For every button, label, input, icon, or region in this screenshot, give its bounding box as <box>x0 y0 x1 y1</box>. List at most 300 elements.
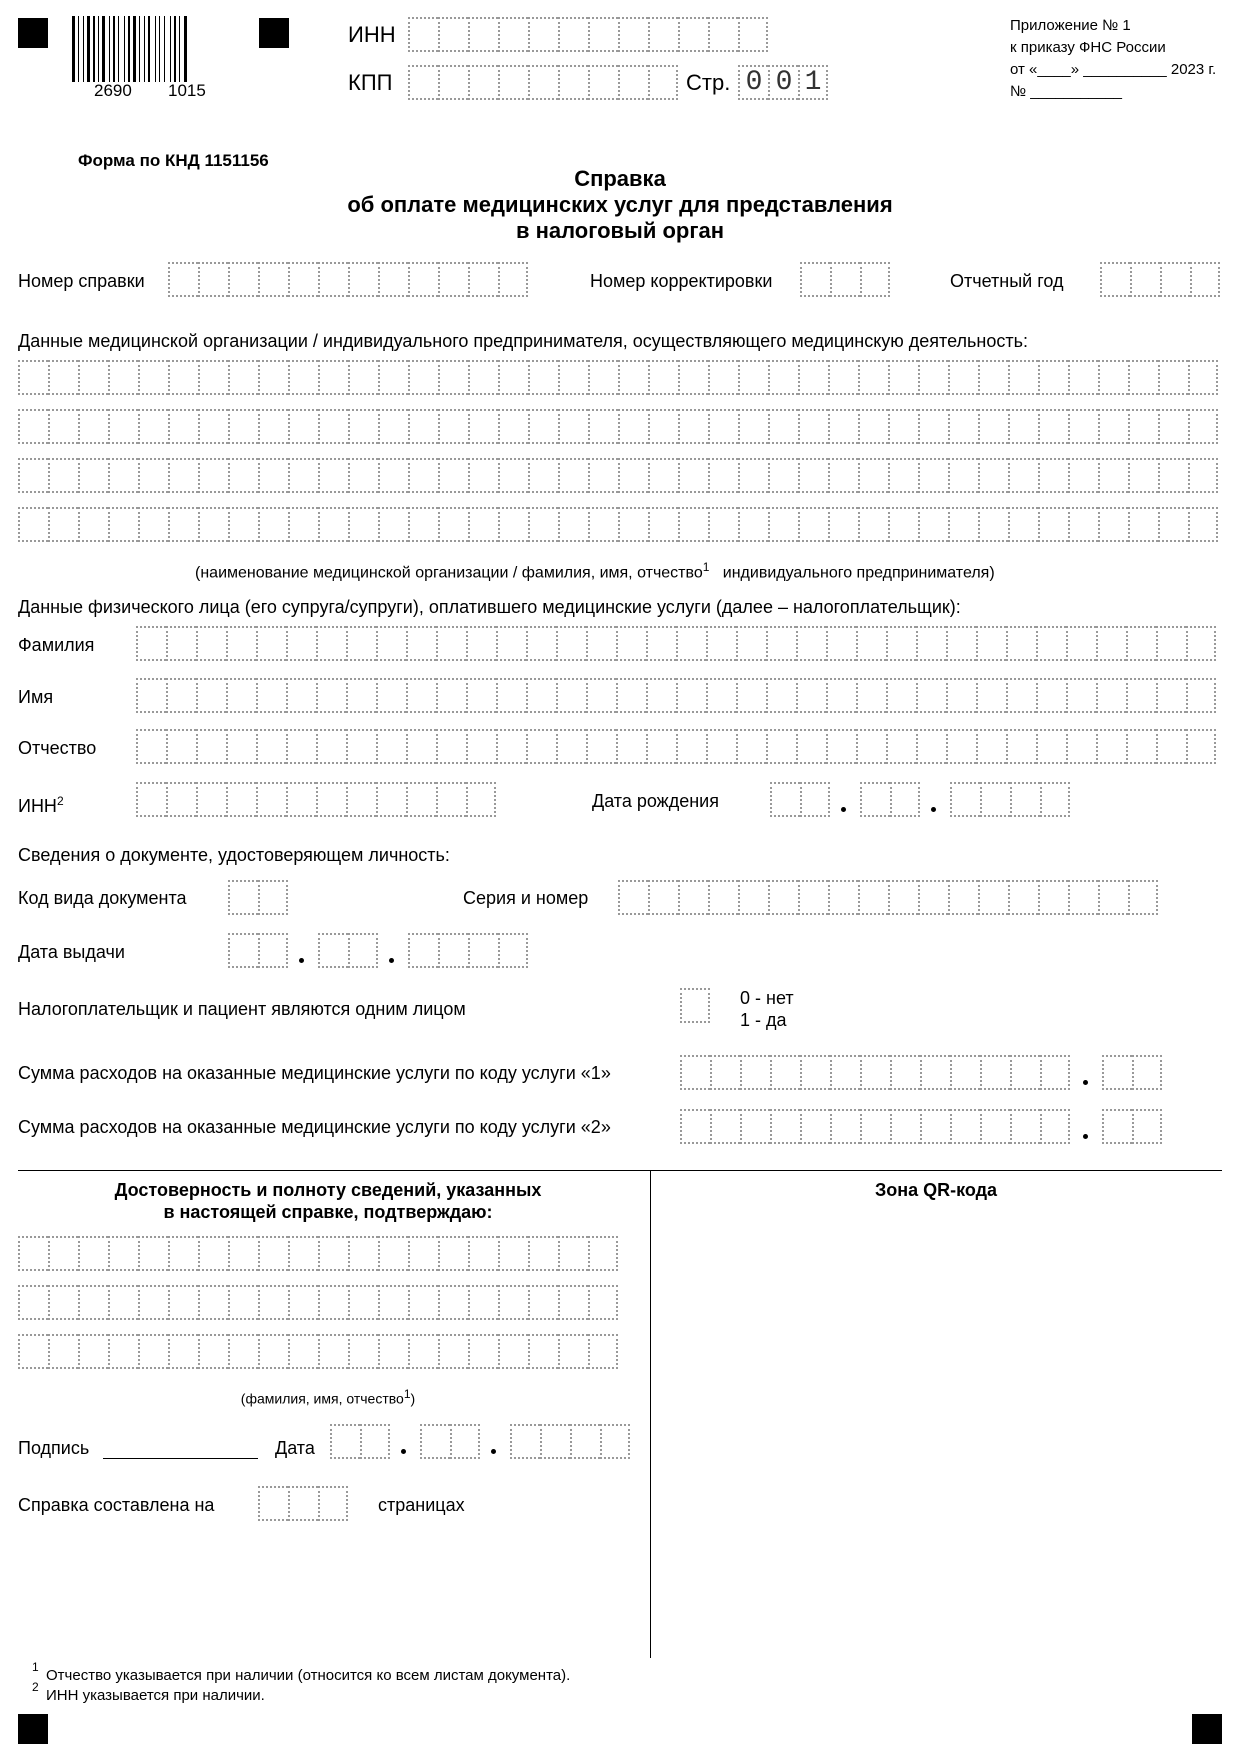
character-cell[interactable] <box>18 1236 48 1271</box>
character-cell[interactable] <box>976 729 1006 764</box>
character-cell[interactable] <box>198 262 228 297</box>
character-cell[interactable] <box>1006 678 1036 713</box>
character-cell[interactable] <box>468 933 498 968</box>
character-cell[interactable] <box>918 360 948 395</box>
character-cell[interactable] <box>138 458 168 493</box>
character-cell[interactable] <box>1008 458 1038 493</box>
character-cell[interactable] <box>408 1334 438 1369</box>
character-cell[interactable] <box>346 782 376 817</box>
character-cell[interactable] <box>496 626 526 661</box>
character-cell[interactable] <box>1158 360 1188 395</box>
character-cell[interactable] <box>256 626 286 661</box>
character-cell[interactable] <box>830 1109 860 1144</box>
character-cell[interactable] <box>736 729 766 764</box>
character-cell[interactable] <box>168 458 198 493</box>
character-cell[interactable] <box>858 507 888 542</box>
character-cell[interactable] <box>798 360 828 395</box>
character-cell[interactable] <box>558 360 588 395</box>
sum-code-2-kopecks[interactable] <box>1102 1109 1162 1144</box>
character-cell[interactable] <box>740 1109 770 1144</box>
character-cell[interactable] <box>528 65 558 100</box>
character-cell[interactable] <box>258 1486 288 1521</box>
character-cell[interactable] <box>618 360 648 395</box>
character-cell[interactable] <box>436 626 466 661</box>
patronymic-cells[interactable] <box>136 729 1216 764</box>
character-cell[interactable] <box>1068 360 1098 395</box>
character-cell[interactable] <box>860 1109 890 1144</box>
character-cell[interactable] <box>228 360 258 395</box>
character-cell[interactable] <box>890 1055 920 1090</box>
character-cell[interactable] <box>978 409 1008 444</box>
character-cell[interactable] <box>108 409 138 444</box>
character-cell[interactable] <box>978 507 1008 542</box>
character-cell[interactable] <box>348 1236 378 1271</box>
character-cell[interactable] <box>916 678 946 713</box>
character-cell[interactable] <box>496 729 526 764</box>
character-cell[interactable] <box>18 458 48 493</box>
character-cell[interactable] <box>676 729 706 764</box>
character-cell[interactable] <box>498 933 528 968</box>
character-cell[interactable] <box>618 17 648 52</box>
character-cell[interactable] <box>78 409 108 444</box>
character-cell[interactable] <box>648 507 678 542</box>
character-cell[interactable] <box>1098 458 1128 493</box>
character-cell[interactable] <box>918 507 948 542</box>
character-cell[interactable] <box>888 880 918 915</box>
character-cell[interactable] <box>558 1334 588 1369</box>
character-cell[interactable] <box>468 262 498 297</box>
character-cell[interactable] <box>138 409 168 444</box>
character-cell[interactable] <box>288 1236 318 1271</box>
character-cell[interactable] <box>1066 729 1096 764</box>
character-cell[interactable] <box>258 262 288 297</box>
character-cell[interactable] <box>48 458 78 493</box>
character-cell[interactable] <box>708 409 738 444</box>
character-cell[interactable] <box>48 1236 78 1271</box>
character-cell[interactable] <box>1008 409 1038 444</box>
character-cell[interactable] <box>468 458 498 493</box>
character-cell[interactable] <box>1156 678 1186 713</box>
character-cell[interactable] <box>798 880 828 915</box>
character-cell[interactable] <box>138 1285 168 1320</box>
character-cell[interactable] <box>768 880 798 915</box>
character-cell[interactable] <box>1068 409 1098 444</box>
character-cell[interactable] <box>436 678 466 713</box>
character-cell[interactable] <box>108 1236 138 1271</box>
character-cell[interactable] <box>618 409 648 444</box>
character-cell[interactable] <box>648 409 678 444</box>
character-cell[interactable] <box>1066 678 1096 713</box>
character-cell[interactable] <box>1066 626 1096 661</box>
character-cell[interactable] <box>646 626 676 661</box>
character-cell[interactable] <box>828 360 858 395</box>
character-cell[interactable] <box>438 17 468 52</box>
character-cell[interactable] <box>168 360 198 395</box>
character-cell[interactable] <box>468 1334 498 1369</box>
character-cell[interactable] <box>1008 360 1038 395</box>
character-cell[interactable] <box>860 262 890 297</box>
character-cell[interactable] <box>378 409 408 444</box>
character-cell[interactable] <box>1130 262 1160 297</box>
org-name-cells-row-4[interactable] <box>18 507 1218 542</box>
character-cell[interactable] <box>228 1285 258 1320</box>
confirm-name-cells-row-1[interactable] <box>18 1236 618 1271</box>
character-cell[interactable] <box>498 1236 528 1271</box>
character-cell[interactable] <box>1098 360 1128 395</box>
character-cell[interactable] <box>680 988 710 1023</box>
character-cell[interactable] <box>406 678 436 713</box>
character-cell[interactable] <box>1096 678 1126 713</box>
character-cell[interactable] <box>886 729 916 764</box>
character-cell[interactable] <box>498 507 528 542</box>
character-cell[interactable] <box>616 729 646 764</box>
character-cell[interactable] <box>766 626 796 661</box>
character-cell[interactable] <box>948 360 978 395</box>
character-cell[interactable] <box>48 409 78 444</box>
org-name-cells-row-2[interactable] <box>18 409 1218 444</box>
character-cell[interactable] <box>858 409 888 444</box>
character-cell[interactable] <box>498 409 528 444</box>
character-cell[interactable] <box>198 360 228 395</box>
character-cell[interactable] <box>1190 262 1220 297</box>
character-cell[interactable] <box>920 1055 950 1090</box>
character-cell[interactable] <box>136 729 166 764</box>
character-cell[interactable] <box>768 360 798 395</box>
character-cell[interactable] <box>468 360 498 395</box>
character-cell[interactable] <box>830 262 860 297</box>
character-cell[interactable] <box>468 1236 498 1271</box>
birth-month-cells[interactable] <box>860 782 920 817</box>
character-cell[interactable] <box>1132 1109 1162 1144</box>
character-cell[interactable] <box>1040 782 1070 817</box>
character-cell[interactable] <box>466 729 496 764</box>
character-cell[interactable] <box>78 1334 108 1369</box>
character-cell[interactable] <box>1126 678 1156 713</box>
character-cell[interactable] <box>558 1236 588 1271</box>
inn-cells[interactable] <box>136 782 496 817</box>
character-cell[interactable] <box>348 409 378 444</box>
character-cell[interactable] <box>438 409 468 444</box>
character-cell[interactable] <box>766 678 796 713</box>
character-cell[interactable] <box>1036 678 1066 713</box>
character-cell[interactable] <box>648 65 678 100</box>
character-cell[interactable] <box>1128 880 1158 915</box>
character-cell[interactable] <box>318 507 348 542</box>
character-cell[interactable] <box>256 678 286 713</box>
character-cell[interactable] <box>1186 678 1216 713</box>
character-cell[interactable] <box>948 880 978 915</box>
character-cell[interactable] <box>138 1236 168 1271</box>
character-cell[interactable] <box>318 1285 348 1320</box>
character-cell[interactable] <box>828 409 858 444</box>
character-cell[interactable] <box>228 262 258 297</box>
character-cell[interactable] <box>18 409 48 444</box>
character-cell[interactable] <box>918 880 948 915</box>
character-cell[interactable] <box>286 729 316 764</box>
character-cell[interactable] <box>588 409 618 444</box>
character-cell[interactable] <box>558 65 588 100</box>
character-cell[interactable] <box>258 880 288 915</box>
same-person-cell[interactable] <box>680 988 710 1023</box>
signature-line[interactable] <box>103 1458 258 1459</box>
character-cell[interactable] <box>1036 729 1066 764</box>
character-cell[interactable] <box>198 1334 228 1369</box>
character-cell[interactable] <box>1126 729 1156 764</box>
character-cell[interactable] <box>48 507 78 542</box>
character-cell[interactable] <box>226 626 256 661</box>
character-cell[interactable] <box>556 626 586 661</box>
character-cell[interactable] <box>348 933 378 968</box>
character-cell[interactable] <box>288 507 318 542</box>
character-cell[interactable] <box>558 1285 588 1320</box>
character-cell[interactable] <box>858 880 888 915</box>
character-cell[interactable] <box>498 17 528 52</box>
character-cell[interactable] <box>226 729 256 764</box>
character-cell[interactable] <box>708 458 738 493</box>
character-cell[interactable] <box>1160 262 1190 297</box>
name-cells[interactable] <box>136 678 1216 713</box>
character-cell[interactable] <box>166 626 196 661</box>
character-cell[interactable] <box>318 458 348 493</box>
character-cell[interactable] <box>408 1236 438 1271</box>
character-cell[interactable] <box>976 626 1006 661</box>
character-cell[interactable] <box>286 782 316 817</box>
sum-code-2-rubles[interactable] <box>680 1109 1070 1144</box>
surname-cells[interactable] <box>136 626 1216 661</box>
character-cell[interactable] <box>706 729 736 764</box>
character-cell[interactable] <box>556 729 586 764</box>
character-cell[interactable] <box>420 1424 450 1459</box>
character-cell[interactable] <box>408 507 438 542</box>
character-cell[interactable] <box>376 626 406 661</box>
character-cell[interactable] <box>108 1334 138 1369</box>
character-cell[interactable] <box>800 1055 830 1090</box>
character-cell[interactable] <box>196 626 226 661</box>
character-cell[interactable] <box>618 458 648 493</box>
character-cell[interactable] <box>950 1055 980 1090</box>
character-cell[interactable] <box>948 409 978 444</box>
character-cell[interactable] <box>976 678 1006 713</box>
character-cell[interactable] <box>438 1334 468 1369</box>
character-cell[interactable] <box>498 1334 528 1369</box>
character-cell[interactable] <box>378 458 408 493</box>
character-cell[interactable] <box>980 1055 1010 1090</box>
character-cell[interactable] <box>408 409 438 444</box>
character-cell[interactable] <box>198 409 228 444</box>
character-cell[interactable] <box>136 782 166 817</box>
character-cell[interactable] <box>18 1285 48 1320</box>
character-cell[interactable] <box>796 729 826 764</box>
character-cell[interactable] <box>348 1285 378 1320</box>
character-cell[interactable] <box>528 1334 558 1369</box>
character-cell[interactable] <box>378 1236 408 1271</box>
character-cell[interactable] <box>438 1236 468 1271</box>
character-cell[interactable] <box>226 782 256 817</box>
character-cell[interactable] <box>738 458 768 493</box>
character-cell[interactable] <box>948 458 978 493</box>
character-cell[interactable] <box>316 782 346 817</box>
character-cell[interactable] <box>406 626 436 661</box>
character-cell[interactable] <box>166 678 196 713</box>
character-cell[interactable] <box>48 1285 78 1320</box>
character-cell[interactable] <box>168 507 198 542</box>
character-cell[interactable] <box>360 1424 390 1459</box>
character-cell[interactable] <box>648 458 678 493</box>
character-cell[interactable] <box>886 626 916 661</box>
character-cell[interactable] <box>1038 360 1068 395</box>
character-cell[interactable] <box>768 458 798 493</box>
character-cell[interactable] <box>108 507 138 542</box>
character-cell[interactable] <box>588 1285 618 1320</box>
character-cell[interactable] <box>860 782 890 817</box>
character-cell[interactable] <box>1038 458 1068 493</box>
character-cell[interactable] <box>798 458 828 493</box>
character-cell[interactable] <box>1132 1055 1162 1090</box>
character-cell[interactable] <box>588 458 618 493</box>
character-cell[interactable] <box>708 880 738 915</box>
character-cell[interactable] <box>1040 1055 1070 1090</box>
character-cell[interactable] <box>766 729 796 764</box>
character-cell[interactable] <box>1008 507 1038 542</box>
character-cell[interactable] <box>830 1055 860 1090</box>
character-cell[interactable] <box>646 678 676 713</box>
character-cell[interactable] <box>738 880 768 915</box>
character-cell[interactable] <box>378 262 408 297</box>
character-cell[interactable] <box>168 1236 198 1271</box>
character-cell[interactable] <box>1186 626 1216 661</box>
confirm-month-cells[interactable] <box>420 1424 480 1459</box>
character-cell[interactable] <box>946 678 976 713</box>
character-cell[interactable] <box>378 507 408 542</box>
character-cell[interactable] <box>950 1109 980 1144</box>
character-cell[interactable] <box>526 626 556 661</box>
confirm-name-cells-row-3[interactable] <box>18 1334 618 1369</box>
character-cell[interactable] <box>168 409 198 444</box>
birth-year-cells[interactable] <box>950 782 1070 817</box>
character-cell[interactable] <box>348 262 378 297</box>
character-cell[interactable] <box>258 1285 288 1320</box>
character-cell[interactable] <box>800 1109 830 1144</box>
character-cell[interactable] <box>450 1424 480 1459</box>
character-cell[interactable] <box>1038 409 1068 444</box>
character-cell[interactable] <box>1010 1109 1040 1144</box>
character-cell[interactable] <box>1158 409 1188 444</box>
character-cell[interactable] <box>408 65 438 100</box>
character-cell[interactable] <box>196 729 226 764</box>
character-cell[interactable] <box>136 626 166 661</box>
character-cell[interactable] <box>468 65 498 100</box>
character-cell[interactable] <box>258 458 288 493</box>
report-year-cells[interactable] <box>1100 262 1220 297</box>
character-cell[interactable] <box>528 1285 558 1320</box>
character-cell[interactable] <box>678 17 708 52</box>
character-cell[interactable] <box>708 507 738 542</box>
character-cell[interactable] <box>888 360 918 395</box>
character-cell[interactable] <box>198 1236 228 1271</box>
cert-number-cells[interactable] <box>168 262 528 297</box>
character-cell[interactable] <box>1188 360 1218 395</box>
character-cell[interactable] <box>1098 880 1128 915</box>
character-cell[interactable] <box>288 409 318 444</box>
character-cell[interactable] <box>618 880 648 915</box>
character-cell[interactable] <box>618 507 648 542</box>
character-cell[interactable] <box>258 409 288 444</box>
character-cell[interactable] <box>736 626 766 661</box>
character-cell[interactable] <box>78 1236 108 1271</box>
character-cell[interactable] <box>166 782 196 817</box>
character-cell[interactable] <box>48 360 78 395</box>
character-cell[interactable] <box>438 933 468 968</box>
character-cell[interactable] <box>706 678 736 713</box>
character-cell[interactable] <box>498 65 528 100</box>
character-cell[interactable] <box>528 17 558 52</box>
character-cell[interactable] <box>376 729 406 764</box>
character-cell[interactable] <box>648 360 678 395</box>
character-cell[interactable] <box>1188 458 1218 493</box>
character-cell[interactable] <box>796 626 826 661</box>
character-cell[interactable] <box>798 409 828 444</box>
character-cell[interactable] <box>466 626 496 661</box>
character-cell[interactable] <box>526 729 556 764</box>
character-cell[interactable] <box>768 507 798 542</box>
character-cell[interactable] <box>676 626 706 661</box>
character-cell[interactable] <box>496 678 526 713</box>
character-cell[interactable] <box>78 507 108 542</box>
character-cell[interactable] <box>196 782 226 817</box>
character-cell[interactable] <box>108 458 138 493</box>
character-cell[interactable] <box>498 262 528 297</box>
character-cell[interactable] <box>1156 729 1186 764</box>
character-cell[interactable] <box>168 1285 198 1320</box>
character-cell[interactable] <box>678 409 708 444</box>
character-cell[interactable] <box>168 262 198 297</box>
character-cell[interactable] <box>228 507 258 542</box>
character-cell[interactable] <box>648 880 678 915</box>
character-cell[interactable] <box>826 678 856 713</box>
character-cell[interactable] <box>888 507 918 542</box>
character-cell[interactable] <box>78 360 108 395</box>
character-cell[interactable] <box>408 360 438 395</box>
character-cell[interactable] <box>918 409 948 444</box>
character-cell[interactable] <box>138 360 168 395</box>
character-cell[interactable] <box>258 1236 288 1271</box>
sum-code-1-rubles[interactable] <box>680 1055 1070 1090</box>
character-cell[interactable] <box>1010 1055 1040 1090</box>
character-cell[interactable] <box>1038 507 1068 542</box>
doc-code-cells[interactable] <box>228 880 288 915</box>
character-cell[interactable] <box>286 626 316 661</box>
character-cell[interactable] <box>678 507 708 542</box>
character-cell[interactable] <box>1068 507 1098 542</box>
character-cell[interactable] <box>828 880 858 915</box>
character-cell[interactable] <box>228 933 258 968</box>
pages-count-cells[interactable] <box>258 1486 348 1521</box>
character-cell[interactable] <box>646 729 676 764</box>
character-cell[interactable] <box>1102 1109 1132 1144</box>
character-cell[interactable] <box>438 360 468 395</box>
character-cell[interactable] <box>706 626 736 661</box>
character-cell[interactable] <box>288 1486 318 1521</box>
character-cell[interactable] <box>588 1334 618 1369</box>
character-cell[interactable] <box>946 729 976 764</box>
character-cell[interactable] <box>438 262 468 297</box>
character-cell[interactable] <box>800 782 830 817</box>
character-cell[interactable] <box>316 678 346 713</box>
character-cell[interactable] <box>330 1424 360 1459</box>
character-cell[interactable] <box>978 880 1008 915</box>
character-cell[interactable] <box>858 360 888 395</box>
character-cell[interactable] <box>318 1334 348 1369</box>
